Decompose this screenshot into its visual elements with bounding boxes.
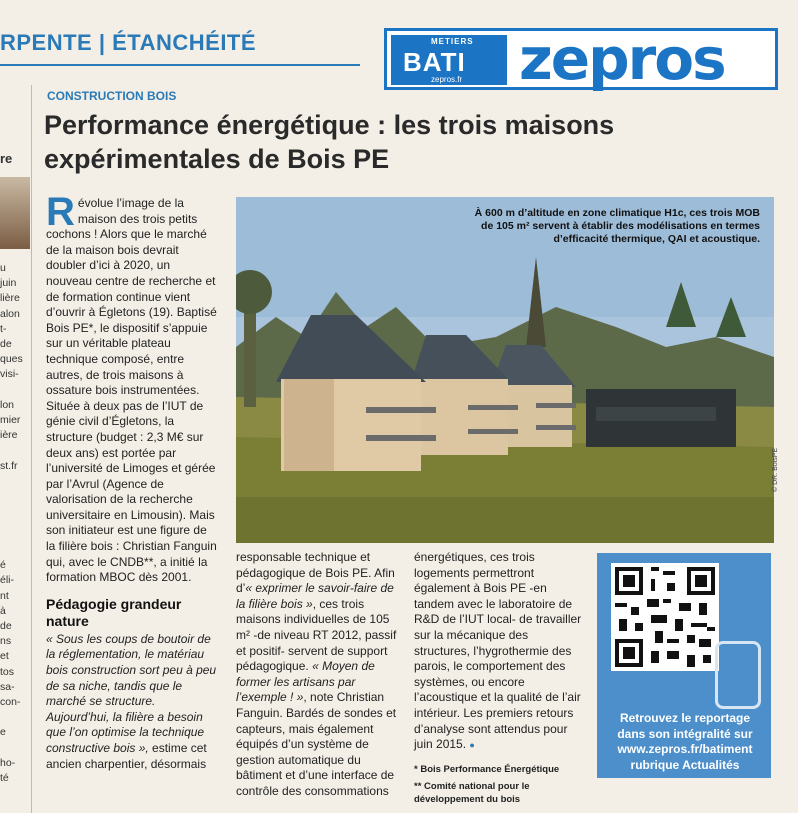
strip-line: ho- [0, 756, 16, 769]
strip-line: e [0, 726, 6, 739]
col2-quote-1: « exprimer le savoir-faire de la filière bois » [236, 581, 394, 611]
strip-line: à [0, 604, 6, 617]
strip-line: ques [0, 353, 23, 366]
qr-code-icon[interactable] [611, 563, 719, 671]
col2-part-c: , note Christian Fanguin. Bardés de sondes et capteurs, mais également équipés d’un système de gestion automatique du bâtiment et d’une interface de contrôle des consommations [236, 690, 397, 798]
strip-line: té [0, 772, 9, 784]
strip-line: nt [0, 589, 9, 602]
article-column-3 [414, 550, 586, 806]
section-label: RPENTE | ÉTANCHÉITÉ [0, 30, 257, 55]
houses-illustration [236, 197, 774, 543]
promo-text[interactable]: Retrouvez le reportage dans son intégralité sur www.zepros.fr/batiment rubrique Actualités [617, 711, 753, 772]
footnote-2: ** Comité national pour le développement du bois [414, 780, 530, 805]
strip-line: é [0, 559, 6, 572]
smartphone-icon [715, 641, 761, 709]
article-kicker: CONSTRUCTION BOIS [47, 89, 177, 103]
strip-line: lon [0, 398, 15, 411]
intro-paragraph [46, 190, 218, 586]
subheading: Pédagogie grandeur nature [46, 595, 182, 629]
article-title: Performance énergétique : les trois maisons expérimentales de Bois PE [44, 110, 615, 174]
column-2-text [236, 550, 406, 800]
footnote-1: * Bois Performance Énergétique [414, 763, 560, 775]
logo-bati-block [391, 35, 507, 85]
dropcap: R [46, 190, 75, 234]
logo-zepros-wordmark: zepros [519, 25, 725, 93]
photo-caption: À 600 m d’altitude en zone climatique H1c, ces trois MOB de 105 m² servent à établir des modélisations en termes d’efficacité thermique, QAI et acoustique. [474, 207, 760, 245]
houses-photo [236, 197, 774, 543]
header-rule [0, 64, 360, 66]
strip-line: ns [0, 635, 12, 648]
end-mark: ● [469, 740, 475, 751]
strip-line: juin [0, 277, 17, 290]
quote-tail: estime cet ancien charpentier, désormais [46, 741, 207, 771]
bati-zepros-logo [384, 25, 778, 93]
promo-box[interactable] [597, 553, 771, 778]
intro-text: évolue l’image de la maison des trois petits cochons ! Alors que le marché de la maison bois devrait doubler d’ici à 2020, un nouveau centre de recherche et de formation continue vient d’ouvrir à Égletons (19). Baptisé Bois PE*, le dispositif s’appuie sur un véritable plateau technique composé, entre autres, de trois maisons à ossature bois instrumentées. Située à deux pas de l’IUT de génie civil d’Égletons, la structure (budget : 2,3 M€ sur deux ans) est portée par l’université de Limoges et gérée par l’Avrul (Agence de valorisation de la recherche universitaire en Limousin). Mais son initiateur est une figure de la filière bois : Christian Fanguin qui, avec le CNDB**, a initié la formation MBOC dès 2001. [46, 196, 217, 585]
col2-quote-2: « Moyen de former les artisans par l’exemple ! » [236, 659, 375, 705]
strip-line: de [0, 620, 12, 632]
strip-line: st.fr [0, 459, 18, 472]
col3-body: énergétiques, ces trois logements permettront également à Bois PE -en tandem avec le laboratoire de R&D de l’IUT local- de travailler sur la mécanique des structures, l’hygrothermie des parois, le comportement des systèmes, ou encore l’acoustique et la qualité de l’air intérieur. Les premiers retours d’analyse sont attendus pour juin 2015. [414, 550, 582, 752]
strip-line: con- [0, 696, 21, 708]
strip-line: t- [0, 322, 7, 335]
quote-paragraph [46, 632, 218, 772]
col2-part-b: , ces trois maisons individuelles de 105 m² -de niveau RT 2012, passif et positif- servent de support pédagogique. [236, 596, 397, 674]
page-header [0, 0, 798, 93]
col2-part-a: responsable technique et pédagogique de Bois PE. Afin d’ [236, 550, 395, 596]
strip-line: ière [0, 429, 18, 442]
strip-line: mier [0, 414, 21, 426]
strip-line: alon [0, 307, 20, 320]
column-3-text [414, 550, 586, 754]
strip-line: u [0, 262, 6, 274]
strip-line: éli- [0, 574, 15, 587]
strip-heading-top: re [0, 151, 13, 166]
logo-url-text: zepros.fr [431, 75, 463, 84]
quote-text: « Sous les coups de boutoir de la réglementation, le matériau bois construction sort peu à peu de sa niche, tandis que le marché se structure. Aujourd’hui, la filière a besoin que l’on optimise la technique constructive bois », [46, 631, 217, 755]
logo-bati-text: BATI [403, 47, 466, 77]
strip-line: et [0, 650, 9, 663]
neighbour-article-strip [0, 85, 32, 813]
strip-line: visi- [0, 368, 19, 381]
strip-line: tos [0, 665, 15, 678]
photo-credit: © DR. BoisPE [772, 447, 779, 492]
strip-line: de [0, 338, 12, 350]
article-column-2 [236, 550, 406, 800]
strip-line: lière [0, 292, 20, 305]
logo-metiers-text: METIERS [431, 37, 474, 46]
strip-photo [0, 177, 30, 249]
article-column-1 [46, 190, 218, 772]
strip-line: sa- [0, 680, 15, 693]
